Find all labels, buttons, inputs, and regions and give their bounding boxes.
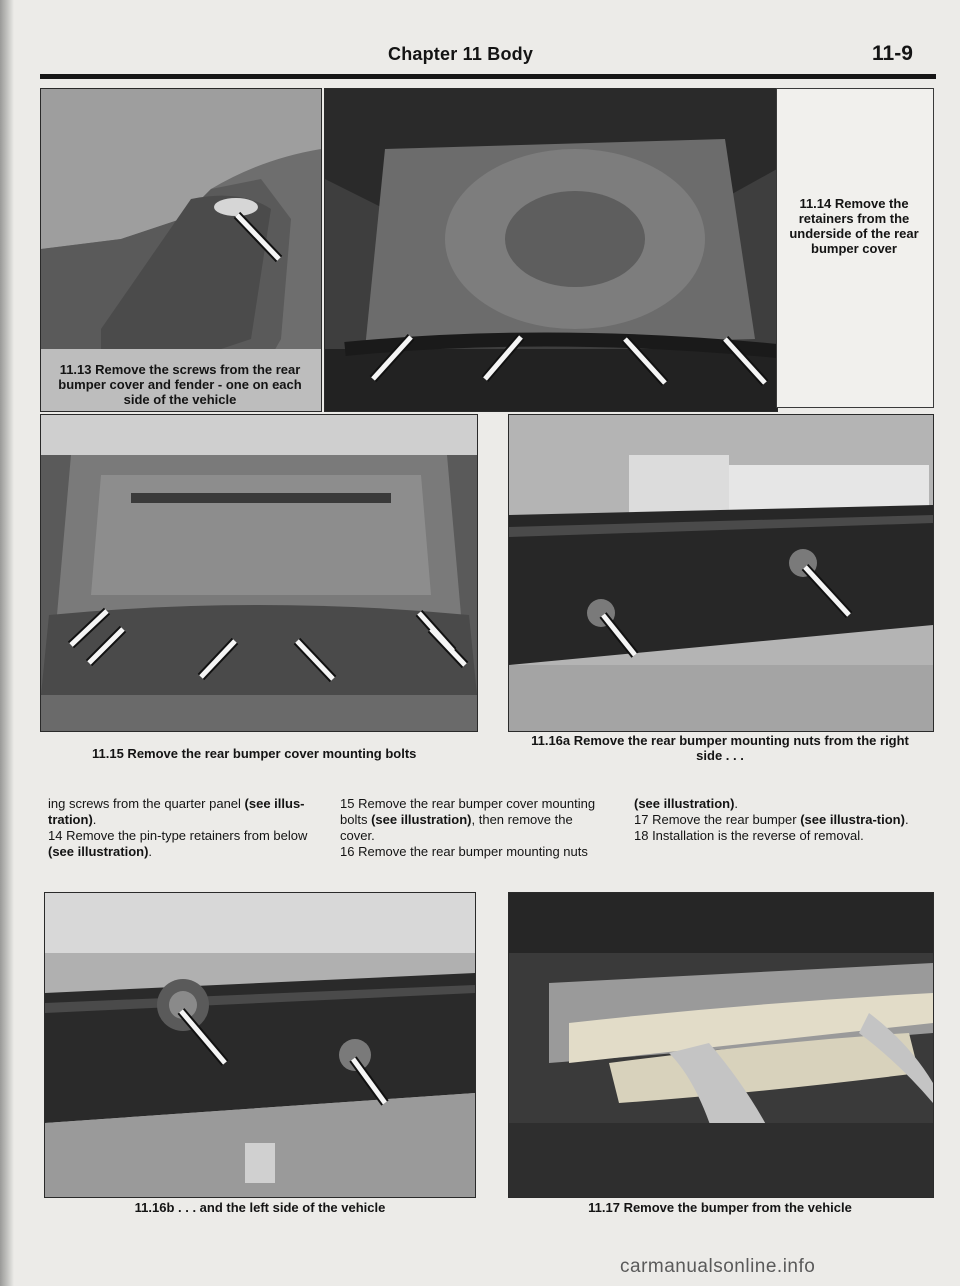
header-rule [40,74,936,79]
binding-shadow [0,0,14,1286]
body-column-2 [340,796,604,860]
caption-11-16b: 11.16b . . . and the left side of the vehicle [134,1200,386,1215]
paragraph-13-cont: ing screws from the quarter panel (see illus-tration). [48,796,305,827]
paragraph-18: 18 Installation is the reverse of removal. [634,828,864,843]
body-column-1 [48,796,312,860]
photo-11-16b [44,892,476,1198]
caption-11-13: 11.13 Remove the screws from the rear bumper cover and fender - one on each side of the vehicle [58,362,302,407]
caption-11-15: 11.15 Remove the rear bumper cover mounting bolts [92,746,417,761]
watermark-text: carmanualsonline.info [620,1256,816,1277]
paragraph-17: 17 Remove the rear bumper (see illustra-tion). [634,812,909,827]
photo-11-14 [324,88,778,412]
page-number: 11-9 [872,42,913,65]
paragraph-14: 14 Remove the pin-type retainers from below (see illustration). [48,828,308,859]
caption-11-17: 11.17 Remove the bumper from the vehicle [588,1200,852,1215]
caption-11-16a: 11.16a Remove the rear bumper mounting nuts from the right side . . . [531,733,909,763]
body-column-3 [634,796,934,844]
photo-11-16a [508,414,934,732]
chapter-title: Chapter 11 Body [388,44,534,64]
paragraph-16: 16 Remove the rear bumper mounting nuts [340,844,588,859]
caption-11-14: 11.14 Remove the retainers from the underside of the rear bumper cover [789,196,919,256]
paragraph-16-cont: (see illustration). [634,796,739,811]
photo-11-15 [40,414,478,732]
photo-11-17 [508,892,934,1198]
paragraph-15: 15 Remove the rear bumper cover mounting bolts (see illustration), then remove the cover. [340,796,596,843]
